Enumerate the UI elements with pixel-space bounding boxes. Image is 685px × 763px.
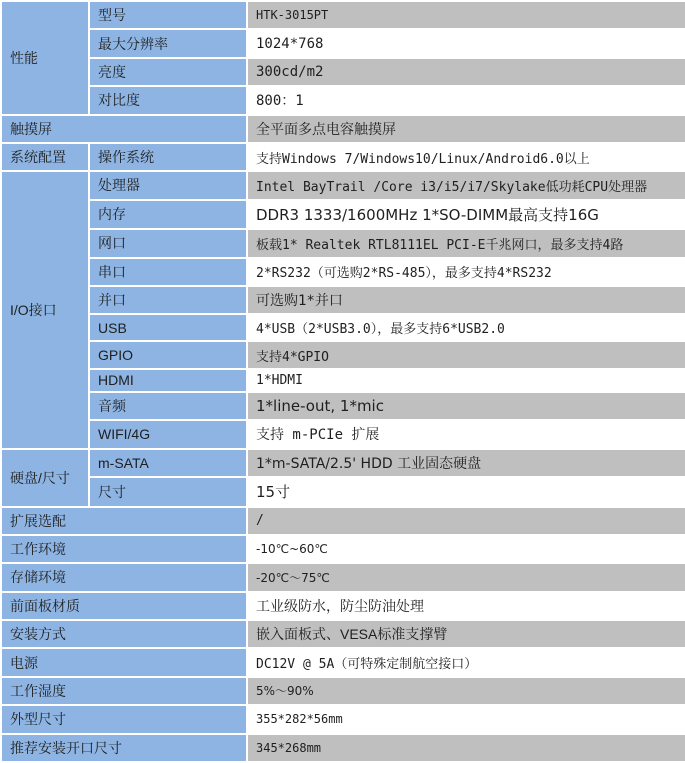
spec-row (1, 86, 685, 114)
subcategory-cell: 型号 (89, 1, 247, 29)
value-cell: 300cd/m2 (247, 58, 685, 86)
value-cell: 支持Windows 7/Windows10/Linux/Android6.0以上 (247, 143, 685, 171)
spec-row (1, 369, 685, 392)
category-cell: 推荐安装开口尺寸 (1, 734, 247, 762)
value-cell: 1*m-SATA/2.5' HDD 工业固态硬盘 (247, 449, 685, 477)
category-cell: 工作环境 (1, 535, 247, 563)
value-cell: 800：1 (247, 86, 685, 114)
value-cell: 可选购1*并口 (247, 286, 685, 314)
value-cell: 15寸 (247, 477, 685, 507)
spec-row (1, 341, 685, 368)
category-cell: 性能 (1, 1, 89, 115)
value-cell: DC12V @ 5A（可特殊定制航空接口） (247, 648, 685, 676)
value-cell: 支持 m-PCIe 扩展 (247, 420, 685, 448)
spec-row (1, 420, 685, 448)
category-cell: 硬盘/尺寸 (1, 449, 89, 507)
spec-row (1, 143, 685, 171)
value-cell: 355*282*56mm (247, 705, 685, 733)
spec-row (1, 29, 685, 57)
category-cell: 外型尺寸 (1, 705, 247, 733)
value-cell: 1*line-out, 1*mic (247, 392, 685, 420)
subcategory-cell: 音频 (89, 392, 247, 420)
subcategory-cell: 对比度 (89, 86, 247, 114)
spec-row (1, 115, 685, 143)
spec-row (1, 705, 685, 733)
subcategory-cell: 网口 (89, 229, 247, 257)
subcategory-cell: 处理器 (89, 171, 247, 199)
value-cell: / (247, 507, 685, 535)
spec-row (1, 200, 685, 230)
value-cell: 工业级防水，防尘防油处理 (247, 592, 685, 620)
subcategory-cell: USB (89, 314, 247, 341)
category-cell: 扩展选配 (1, 507, 247, 535)
value-cell: HTK-3015PT (247, 1, 685, 29)
spec-row (1, 477, 685, 507)
value-cell: -20℃～75℃ (247, 563, 685, 591)
spec-row (1, 620, 685, 648)
value-cell: 4*USB（2*USB3.0），最多支持6*USB2.0 (247, 314, 685, 341)
category-cell: 触摸屏 (1, 115, 247, 143)
subcategory-cell: HDMI (89, 369, 247, 392)
category-cell: 电源 (1, 648, 247, 676)
spec-row (1, 286, 685, 314)
category-cell: 安装方式 (1, 620, 247, 648)
category-cell: 工作湿度 (1, 677, 247, 705)
value-cell: 支持4*GPIO (247, 341, 685, 368)
category-cell: 前面板材质 (1, 592, 247, 620)
value-cell: 1*HDMI (247, 369, 685, 392)
spec-row (1, 171, 685, 199)
value-cell: 345*268mm (247, 734, 685, 762)
spec-row (1, 734, 685, 762)
value-cell: 嵌入面板式、VESA标准支撑臂 (247, 620, 685, 648)
value-cell: 5%～90% (247, 677, 685, 705)
spec-row (1, 258, 685, 286)
spec-row (1, 535, 685, 563)
value-cell: DDR3 1333/1600MHz 1*SO-DIMM最高支持16G (247, 200, 685, 230)
subcategory-cell: 串口 (89, 258, 247, 286)
spec-row (1, 392, 685, 420)
subcategory-cell: 操作系统 (89, 143, 247, 171)
spec-row (1, 1, 685, 29)
value-cell: 1024*768 (247, 29, 685, 57)
spec-row (1, 229, 685, 257)
subcategory-cell: 最大分辨率 (89, 29, 247, 57)
subcategory-cell: 尺寸 (89, 477, 247, 507)
subcategory-cell: m-SATA (89, 449, 247, 477)
spec-row (1, 648, 685, 676)
spec-row (1, 563, 685, 591)
subcategory-cell: 并口 (89, 286, 247, 314)
subcategory-cell: GPIO (89, 341, 247, 368)
subcategory-cell: 内存 (89, 200, 247, 230)
value-cell: -10℃~60℃ (247, 535, 685, 563)
spec-row (1, 507, 685, 535)
category-cell: I/O接口 (1, 171, 89, 448)
subcategory-cell: WIFI/4G (89, 420, 247, 448)
value-cell: 全平面多点电容触摸屏 (247, 115, 685, 143)
category-cell: 系统配置 (1, 143, 89, 171)
spec-row (1, 449, 685, 477)
value-cell: 板载1* Realtek RTL8111EL PCI-E千兆网口，最多支持4路 (247, 229, 685, 257)
spec-row (1, 314, 685, 341)
spec-row (1, 58, 685, 86)
spec-row (1, 677, 685, 705)
subcategory-cell: 亮度 (89, 58, 247, 86)
value-cell: Intel BayTrail /Core i3/i5/i7/Skylake低功耗CPU处理器 (247, 171, 685, 199)
value-cell: 2*RS232（可选购2*RS-485），最多支持4*RS232 (247, 258, 685, 286)
category-cell: 存储环境 (1, 563, 247, 591)
spec-row (1, 592, 685, 620)
